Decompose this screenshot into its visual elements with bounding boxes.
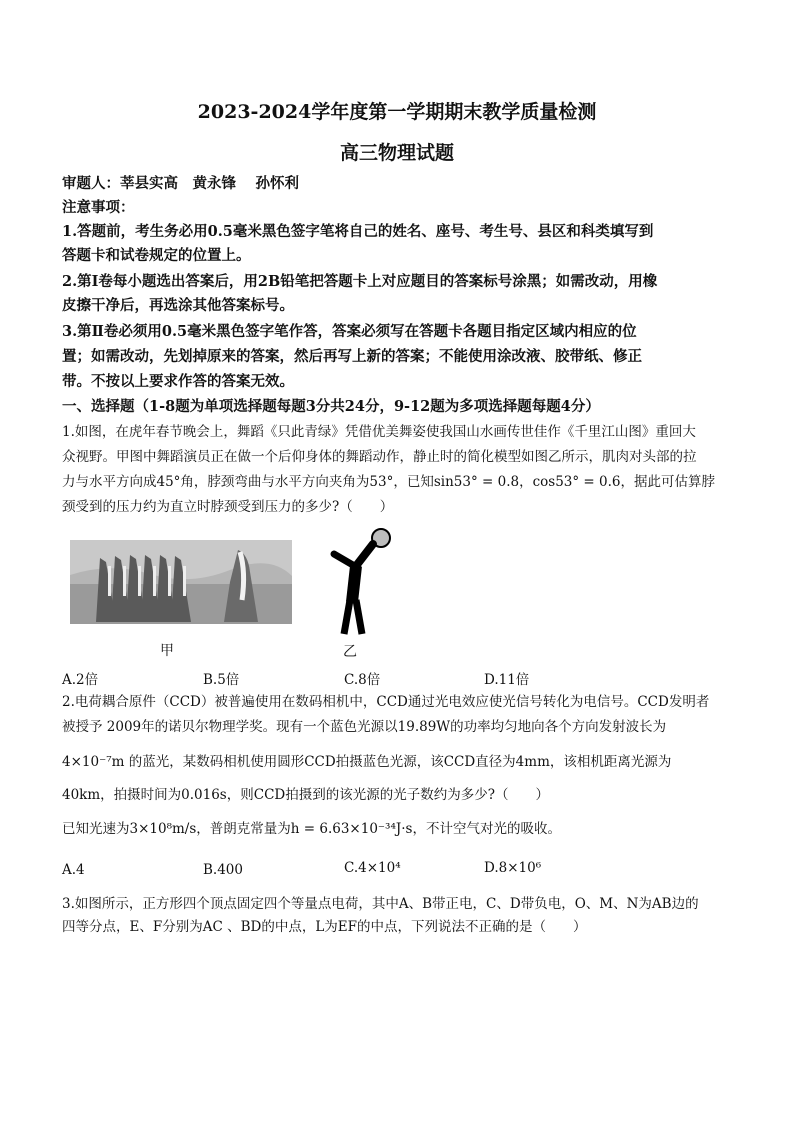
q2-line-3: 4×10⁻⁷m 的蓝光，某数码相机使用圆形CCD拍摄蓝色光源，该CCD直径为4mm，该相机距离光源为	[62, 754, 672, 770]
q3-line-2: 四等分点，E、F分别为AC 、BD的中点，L为EF的中点，下列说法不正确的是（ ）	[62, 919, 587, 935]
q2-line-5: 已知光速为3×10⁸m/s，普朗克常量为h = 6.63×10⁻³⁴J·s，不计空气对光的吸收。	[62, 821, 561, 837]
q1-option-b: B.5倍	[203, 672, 240, 688]
q1-line-2: 众视野。甲图中舞蹈演员正在做一个后仰身体的舞蹈动作，静止时的简化模型如图乙所示，肌肉对头部的拉	[62, 449, 697, 465]
q1-line-3: 力与水平方向成45°角，脖颈弯曲与水平方向夹角为53°，已知sin53° = 0.8，cos53° = 0.6，据此可估算脖	[62, 474, 715, 490]
dance-photo-image	[70, 540, 292, 624]
notice-item-3c: 带。不按以上要求作答的答案无效。	[62, 373, 294, 390]
q2-option-c: C.4×10⁴	[344, 860, 401, 876]
notice-item-2a: 2.第Ⅰ卷每小题选出答案后，用2B铅笔把答题卡上对应题目的答案标号涂黑；如需改动，用橡	[62, 273, 658, 290]
q2-option-a: A.4	[62, 862, 85, 878]
q1-option-a: A.2倍	[62, 672, 99, 688]
notice-item-3a: 3.第Ⅱ卷必须用0.5毫米黑色签字笔作答，答案必须写在答题卡各题目指定区域内相应的位	[62, 323, 637, 340]
neck-model-figure	[328, 526, 398, 638]
notice-item-3b: 置；如需改动，先划掉原来的答案，然后再写上新的答案；不能使用涂改液、胶带纸、修正	[62, 348, 642, 365]
q1-line-1: 1.如图，在虎年春节晚会上，舞蹈《只此青绿》凭借优美舞姿使我国山水画传世佳作《千里江山图》重回大	[62, 424, 696, 440]
q2-option-b: B.400	[203, 862, 243, 878]
exam-title: 2023-2024学年度第一学期期末教学质量检测	[197, 101, 597, 123]
q2-line-1: 2.电荷耦合原件（CCD）被普遍使用在数码相机中，CCD通过光电效应使光信号转化为电信号。CCD发明者	[62, 694, 710, 710]
q1-option-c: C.8倍	[344, 672, 381, 688]
q1-option-d: D.11倍	[484, 672, 530, 688]
notice-item-2b: 皮擦干净后，再选涂其他答案标号。	[62, 297, 294, 314]
exam-subtitle: 高三物理试题	[339, 142, 454, 164]
q3-line-1: 3.如图所示，正方形四个顶点固定四个等量点电荷，其中A、B带正电，C、D带负电，O、M、N为AB边的	[62, 896, 699, 912]
notice-item-1a: 1.答题前，考生务必用0.5毫米黑色签字笔将自己的姓名、座号、考生号、县区和科类填写到	[62, 223, 654, 240]
notice-item-1b: 答题卡和试卷规定的位置上。	[62, 247, 251, 264]
reviewers: 审题人：莘县实高 黄永锋 孙怀利	[62, 175, 300, 192]
notice-heading: 注意事项：	[62, 199, 135, 216]
figure-label-yi: 乙	[343, 644, 357, 660]
dance-photo	[70, 540, 292, 624]
figure-label-jia: 甲	[160, 643, 174, 659]
q1-text	[62, 420, 734, 520]
section-heading: 一、选择题（1-8题为单项选择题每题3分共24分，9-12题为多项选择题每题4分）	[62, 398, 600, 415]
q2-line-2: 被授予 2009年的诺贝尔物理学奖。现有一个蓝色光源以19.89W的功率均匀地向各个方向发射波长为	[62, 719, 667, 735]
q2-line-4: 40km，拍摄时间为0.016s，则CCD拍摄到的该光源的光子数约为多少?（ ）	[62, 787, 549, 803]
q2-option-d: D.8×10⁶	[484, 860, 542, 876]
q1-line-4: 颈受到的压力约为直立时脖颈受到压力的多少?（ ）	[62, 499, 394, 515]
